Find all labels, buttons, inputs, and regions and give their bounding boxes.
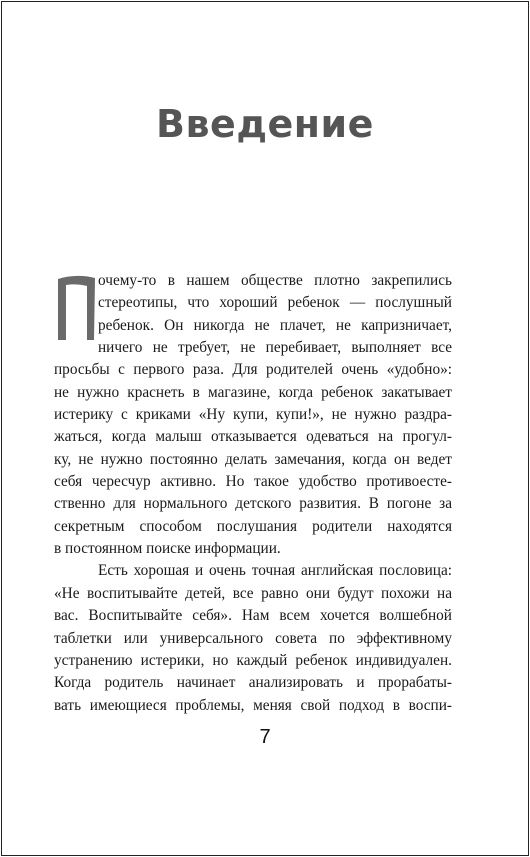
paragraph1-line: секретным способом послушания родители находятся xyxy=(54,517,452,535)
paragraph2-line: устранению истерики, но каждый ребенок индивидуален. xyxy=(54,651,452,669)
paragraph1-line: не нужно краснеть в магазине, когда ребенок закатывает xyxy=(54,383,452,401)
book-page xyxy=(1,1,529,856)
drop-cap-letter-glyph xyxy=(54,273,98,343)
paragraph1-line: просьбы с первого раза. Для родителей очень «удобно»: xyxy=(54,361,452,379)
drop-cap xyxy=(54,273,98,343)
paragraph1-first-line: очему-то в нашем обществе плотно закрепились xyxy=(98,272,452,289)
body-text xyxy=(54,270,452,717)
paragraph1-line: в постоянном поиске информации. xyxy=(54,540,281,558)
paragraph1-line: истерику с криками «Ну купи, купи!», не нужно раздра- xyxy=(54,406,452,424)
paragraph2-line: Есть хорошая и очень точная английская пословица: xyxy=(98,562,452,580)
paragraph1-line: ственно для нормального детского развития. В погоне за xyxy=(54,495,452,513)
paragraph2-line: «Не воспитывайте детей, все равно они будут похожи на xyxy=(54,584,452,602)
paragraph1-line: стереотипы, что хороший ребенок — послушный xyxy=(98,294,452,312)
chapter-title: Введение xyxy=(156,102,374,146)
paragraph1-line: жаться, когда малыш отказывается одеваться на прогул- xyxy=(54,428,452,446)
paragraph2-line: Когда родитель начинает анализировать и прорабаты- xyxy=(54,674,452,692)
paragraph2-line: таблетки или универсального совета по эффективному xyxy=(54,629,452,647)
paragraph1-line: ребенок. Он никогда не плачет, не капризничает, xyxy=(98,316,452,334)
paragraph1-line: себя чересчур активно. Но такое удобство противоесте- xyxy=(54,473,452,491)
page-number: 7 xyxy=(259,726,271,748)
paragraph2-line: вас. Воспитывайте себя». Нам всем хочется волшебной xyxy=(54,607,452,625)
paragraph1-line: ку, не нужно постоянно делать замечания, когда он ведет xyxy=(54,450,452,468)
paragraph2-line: вать имеющиеся проблемы, меняя свой подход в воспи- xyxy=(54,696,452,714)
paragraph1-line: ничего не требует, не перебивает, выполняет все xyxy=(98,339,452,357)
